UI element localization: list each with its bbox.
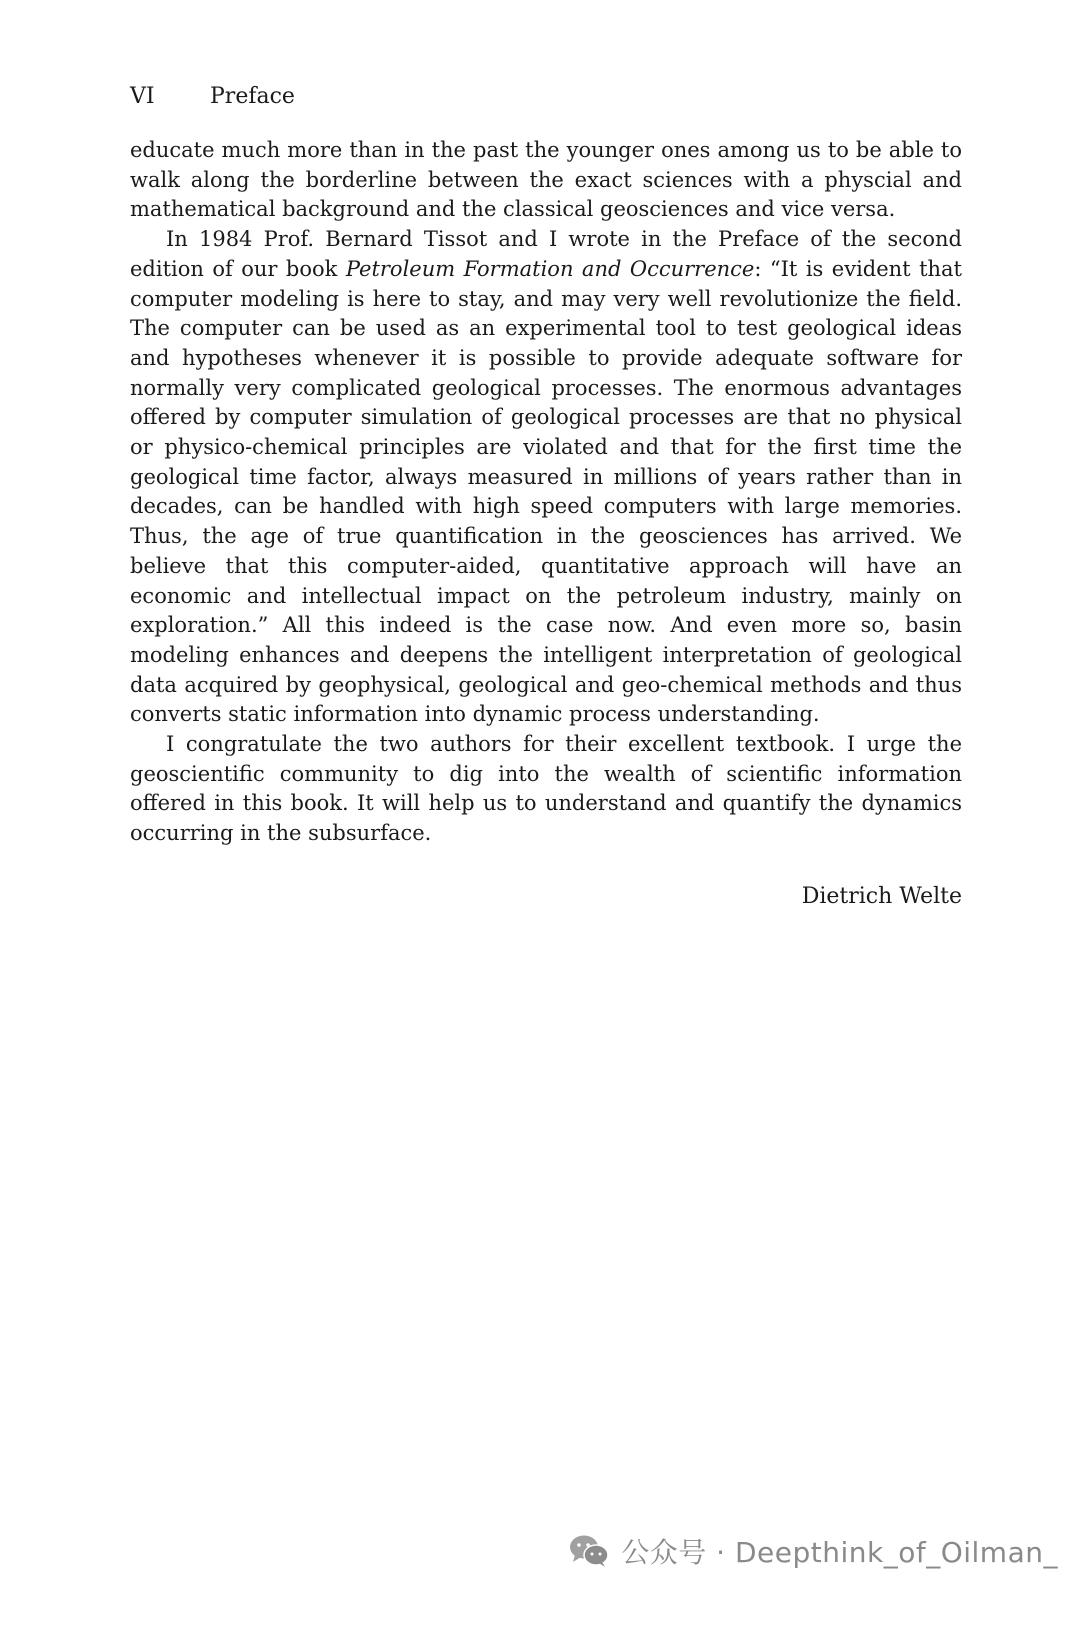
book-title: Petroleum Formation and Occurrence xyxy=(345,256,755,281)
body-text xyxy=(130,136,962,849)
section-title: Preface xyxy=(210,84,295,109)
watermark-text: 公众号 · Deepthink_of_Oilman_ xyxy=(621,1536,1058,1569)
paragraph-2 xyxy=(130,225,962,730)
author-signature: Dietrich Welte xyxy=(801,884,962,909)
running-head xyxy=(130,82,295,112)
paragraph-2-quote: : “It is evident that computer modeling is here to stay, and may very well revolutionize the field. The computer can be used as an experimental tool to test geological ideas and hypotheses whenever it is possible to provide adequate software for normally very complicated geological processes. The enormous advantages offered by computer simulation of geological processes are that no physical or physico-chemical principles are violated and that for the first time the geological time factor, always measured in millions of years rather than in decades, can be handled with high speed computers with large memories. Thus, the age of true quantification in the geosciences has arrived. We believe that this computer-aided, quantitative approach will have an economic and intellectual impact on the petroleum industry, mainly on exploration.” All this indeed is the case now. And even more so, basin modeling enhances and deepens the intelligent interpretation of geological data acquired by geophysical, geological and geo-chemical methods and thus converts static information into dynamic process understanding. xyxy=(130,256,962,727)
page-number: VI xyxy=(130,84,155,109)
watermark xyxy=(569,1531,1058,1571)
paragraph-3: I congratulate the two authors for their excellent textbook. I urge the geoscientific community to dig into the wealth of scientific information offered in this book. It will help us to understand and quantify the dynamics occurring in the subsurface. xyxy=(130,732,962,846)
paragraph-2-lead: In 1984 Prof. Bernard Tissot and I wrote in the Preface of the second edition of our book xyxy=(130,227,962,281)
paragraph-1: educate much more than in the past the younger ones among us to be able to walk along the borderline between the exact sciences with a physcial and mathematical background and the classical geosciences and vice versa. xyxy=(130,138,962,222)
wechat-icon xyxy=(569,1534,609,1568)
